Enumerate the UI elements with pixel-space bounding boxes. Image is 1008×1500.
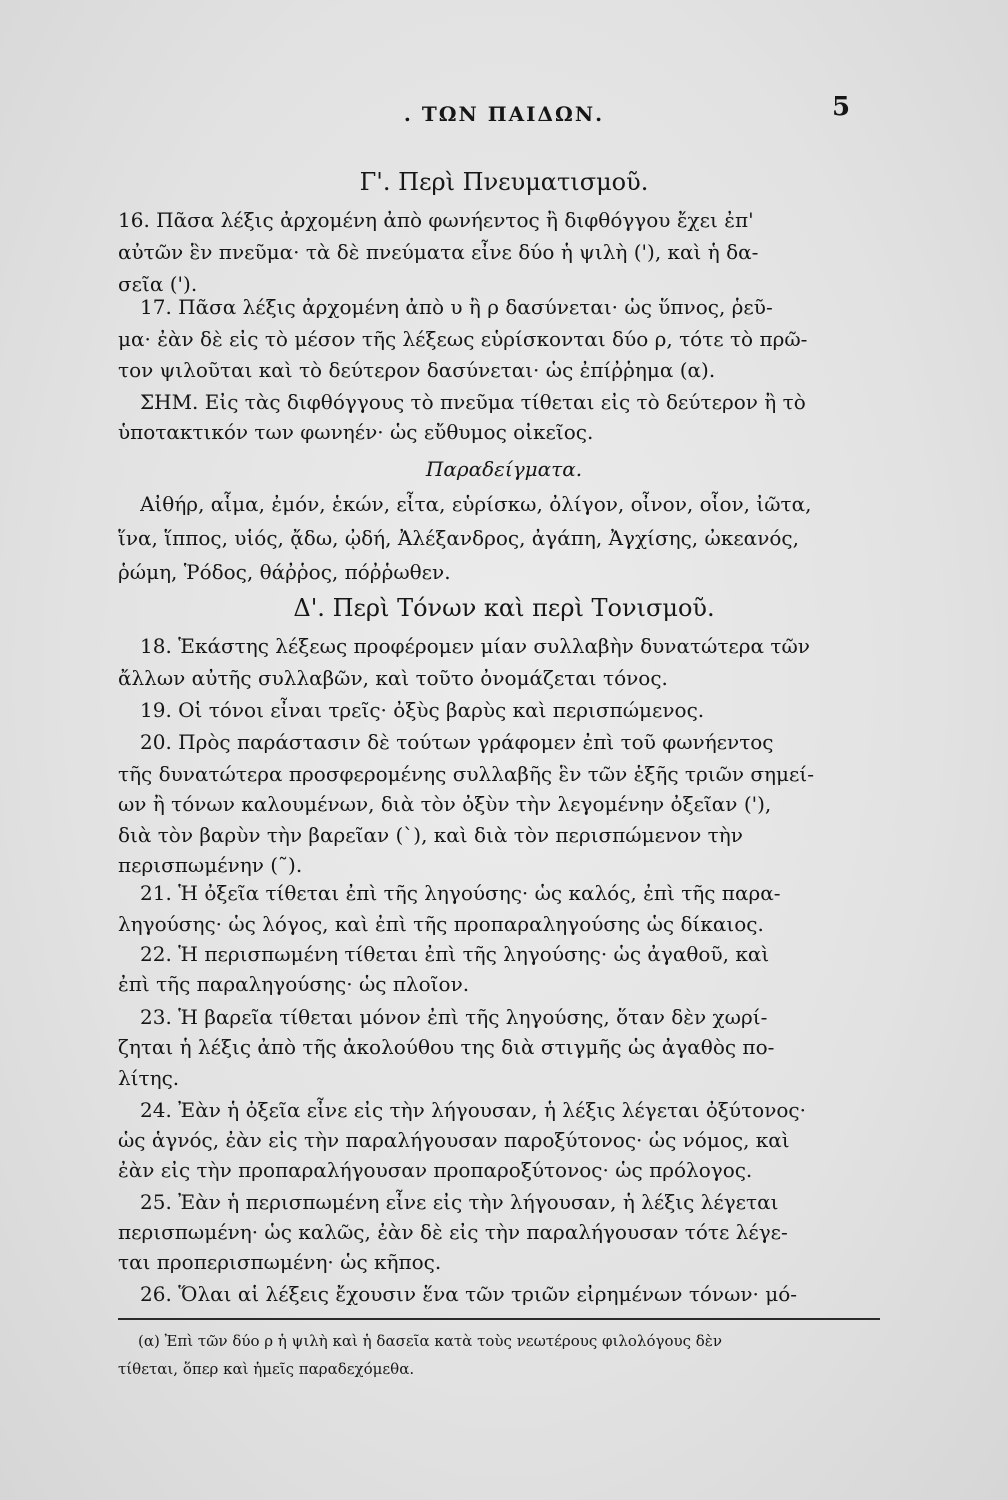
text-line: ὑποτακτικόν των φωνηέν· ὡς εὔθυμος οἰκεῖος. (118, 420, 594, 444)
text-line: ἐπὶ τῆς παραληγούσης· ὡς πλοῖον. (118, 972, 470, 996)
text-line: ων ἢ τόνων καλουμένων, διὰ τὸν ὀξὺν τὴν λεγομένην ὀξεῖαν ('), (118, 792, 772, 816)
text-line: 17. Πᾶσα λέξις ἀρχομένη ἀπὸ υ ἢ ρ δασύνεται· ὡς ὕπνος, ῥεῦ- (140, 295, 773, 319)
text-line: 24. Ἐὰν ἡ ὀξεῖα εἶνε εἰς τὴν λήγουσαν, ἡ λέξις λέγεται ὀξύτονος· (140, 1098, 806, 1122)
text-line: 22. Ἡ περισπωμένη τίθεται ἐπὶ τῆς ληγούσης· ὡς ἀγαθοῦ, καὶ (140, 942, 770, 966)
text-line: ληγούσης· ὡς λόγος, καὶ ἐπὶ τῆς προπαραληγούσης ὡς δίκαιος. (118, 912, 764, 936)
text-line: περισπωμένην (῀). (118, 853, 303, 877)
text-line: μα· ἐὰν δὲ εἰς τὸ μέσον τῆς λέξεως εὑρίσκονται δύο ρ, τότε τὸ πρῶ- (118, 327, 808, 351)
text-line: 21. Ἡ ὀξεῖα τίθεται ἐπὶ τῆς ληγούσης· ὡς καλός, ἐπὶ τῆς παρα- (140, 881, 781, 905)
text-line: 18. Ἑκάστης λέξεως προφέρομεν μίαν συλλαβὴν δυνατώτερα τῶν (140, 634, 810, 658)
text-line: 16. Πᾶσα λέξις ἀρχομένη ἀπὸ φωνήεντος ἢ διφθόγγου ἔχει ἐπ' (118, 208, 754, 232)
text-line: ὡς ἁγνός, ἐὰν εἰς τὴν παραλήγουσαν παροξύτονος· ὡς νόμος, καὶ (118, 1128, 790, 1152)
text-line: τον ψιλοῦται καὶ τὸ δεύτερον δασύνεται· ὡς ἐπίῤῥημα (α). (118, 358, 716, 382)
text-line: 25. Ἐὰν ἡ περισπωμένη εἶνε εἰς τὴν λήγουσαν, ἡ λέξις λέγεται (140, 1190, 779, 1214)
text-line: τῆς δυνατώτερα προσφερομένης συλλαβῆς ἓν τῶν ἑξῆς τριῶν σημεί- (118, 762, 814, 786)
text-line: 23. Ἡ βαρεῖα τίθεται μόνον ἐπὶ τῆς ληγούσης, ὅταν δὲν χωρί- (140, 1005, 768, 1029)
text-line: ται προπερισπωμένη· ὡς κῆπος. (118, 1250, 442, 1274)
text-line: αὐτῶν ἓν πνεῦμα· τὰ δὲ πνεύματα εἶνε δύο ἡ ψιλὴ ('), καὶ ἡ δα- (118, 240, 759, 264)
section-heading-g: Γ'. Περὶ Πνευματισμοῦ. (359, 168, 649, 196)
running-head: . ΤΩΝ ΠΑΙΔΩΝ. (403, 102, 605, 126)
text-line: ἄλλων αὐτῆς συλλαβῶν, καὶ τοῦτο ὀνομάζεται τόνος. (118, 666, 668, 690)
example-line: ῥώμη, Ῥόδος, θάῤῥος, πόῤῥωθεν. (118, 560, 451, 584)
text-line: σεῖα ('). (118, 272, 198, 296)
text-line: 26. Ὅλαι αἱ λέξεις ἔχουσιν ἕνα τῶν τριῶν εἰρημένων τόνων· μό- (140, 1282, 798, 1306)
text-line: 19. Οἱ τόνοι εἶναι τρεῖς· ὀξὺς βαρὺς καὶ περισπώμενος. (140, 698, 705, 722)
text-line: ζηται ἡ λέξις ἀπὸ τῆς ἀκολούθου της διὰ στιγμῆς ὡς ἀγαθὸς πο- (118, 1035, 775, 1059)
footnote-rule (118, 1318, 880, 1320)
section-heading-d: Δ'. Περὶ Τόνων καὶ περὶ Τονισμοῦ. (293, 594, 715, 622)
footnote-line: τίθεται, ὅπερ καὶ ἡμεῖς παραδεχόμεθα. (118, 1360, 415, 1378)
text-line: ἐὰν εἰς τὴν προπαραλήγουσαν προπαροξύτονος· ὡς πρόλογος. (118, 1158, 753, 1182)
footnote-line: (α) Ἐπὶ τῶν δύο ρ ἡ ψιλὴ καὶ ἡ δασεῖα κατὰ τοὺς νεωτέρους φιλολόγους δὲν (138, 1332, 722, 1350)
page-number: 5 (832, 92, 851, 122)
text-line: ΣΗΜ. Εἰς τὰς διφθόγγους τὸ πνεῦμα τίθεται εἰς τὸ δεύτερον ἢ τὸ (140, 390, 806, 414)
example-line: Αἰθήρ, αἷμα, ἐμόν, ἑκών, εἶτα, εὑρίσκω, ὀλίγον, οἶνον, οἷον, ἰῶτα, (140, 492, 812, 516)
text-line: διὰ τὸν βαρὺν τὴν βαρεῖαν (`), καὶ διὰ τὸν περισπώμενον τὴν (118, 823, 743, 847)
text-line: περισπωμένη· ὡς καλῶς, ἐὰν δὲ εἰς τὴν παραλήγουσαν τότε λέγε- (118, 1220, 788, 1244)
examples-title: Παραδείγματα. (425, 457, 583, 481)
example-line: ἵνα, ἵππος, υἱός, ᾄδω, ᾠδή, Ἀλέξανδρος, ἀγάπη, Ἀγχίσης, ὠκεανός, (118, 526, 799, 550)
text-line: λίτης. (118, 1066, 180, 1090)
text-line: 20. Πρὸς παράστασιν δὲ τούτων γράφομεν ἐπὶ τοῦ φωνήεντος (140, 730, 774, 754)
